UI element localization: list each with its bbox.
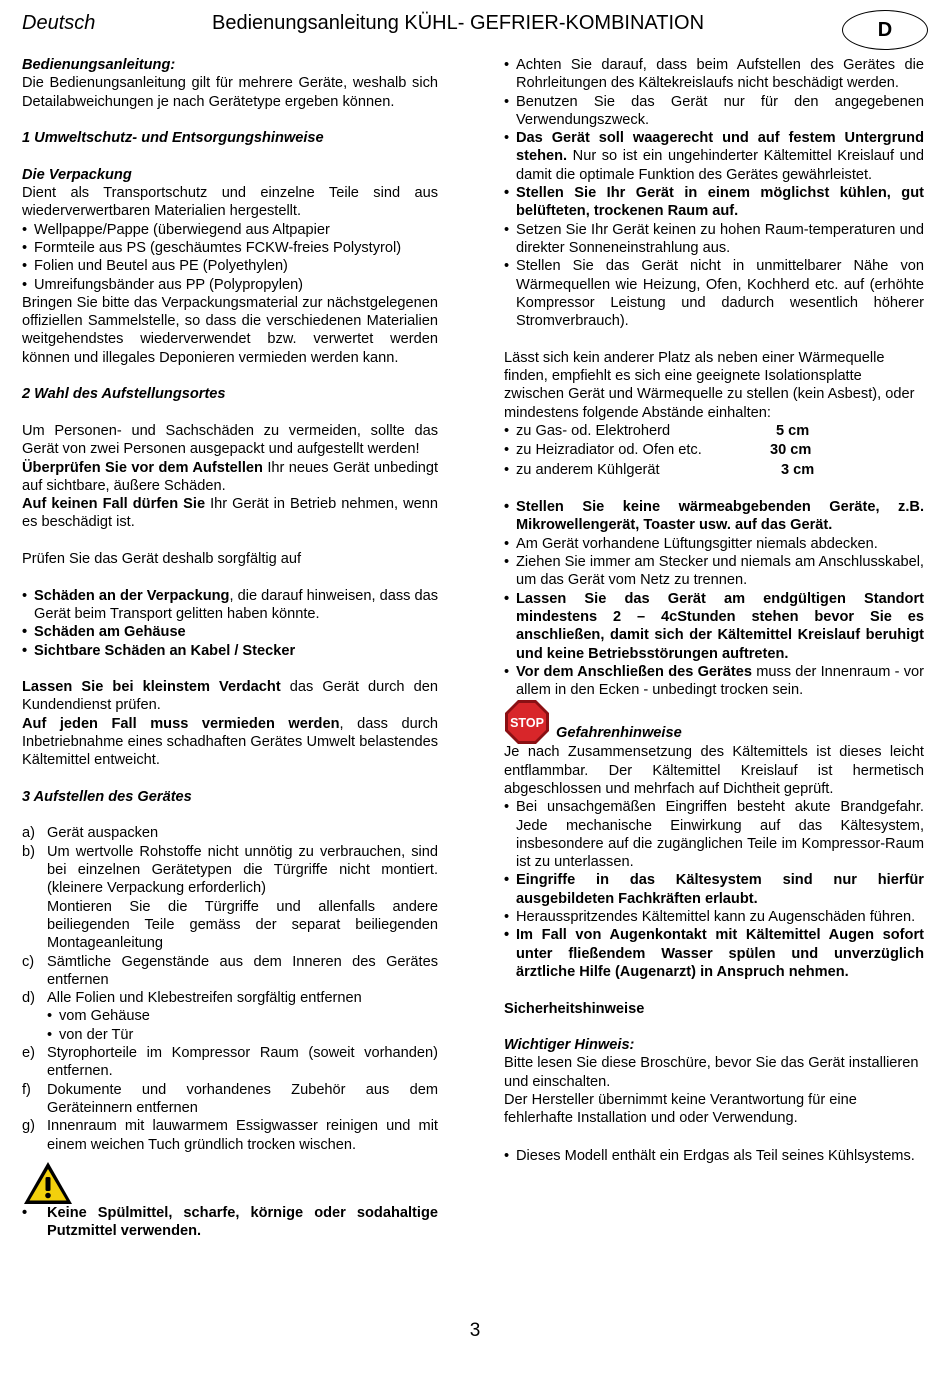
page-header [22,10,928,48]
list-item: • Am Gerät vorhandene Lüftungsgitter niemals abdecken. [504,535,924,553]
list-item: • von der Tür [22,1026,438,1044]
important-heading: Wichtiger Hinweis: [504,1037,635,1054]
left-column [22,56,438,1240]
list-item: • Lassen Sie das Gerät am endgültigen Standort mindestens 2 – 4cStunden stehen bevor Sie es anschließen, damit sich der Kältemittel Kreislauf beruhigt und keine Betriebsstörungen auftreten. [504,590,924,663]
list-item: • Umreifungsbänder aus PP (Polypropylen) [22,276,438,294]
list-item: • Ziehen Sie immer am Stecker und niemals am Anschlusskabel, um das Gerät vom Netz zu trennen. [504,553,924,590]
language-label: Deutsch [22,12,96,34]
svg-text:STOP: STOP [510,716,544,731]
recycling-text: Bringen Sie bitte das Verpackungsmaterial zur nächstgelegenen offiziellen Sammelstelle, so dass die verschiedenen Materialien weitgehendstes wiederverwendet bzw. verwertet werden können und illegales Deponieren vermieden werden kann. [22,294,438,366]
warning-text: • Keine Spülmittel, scharfe, körnige oder sodahaltige Putzmittel verwenden. [22,1204,438,1241]
list-item: • Wellpappe/Pappe (überwiegend aus Altpapier [22,221,438,239]
list-item: • Sichtbare Schäden an Kabel / Stecker [22,642,438,660]
country-badge: D [842,10,928,50]
two-persons-text: Um Personen- und Sachschäden zu vermeiden, sollte das Gerät von zwei Personen ausgepackt und aufgestellt werden! [22,422,438,458]
step-f: f) Dokumente und vorhandenes Zubehör aus dem Geräteinnern entfernen [22,1081,438,1116]
section-2-heading: 2 Wahl des Aufstellungsortes [22,386,226,403]
packaging-text: Dient als Transportschutz und einzelne Teile sind aus wiederverwertbaren Materialien hergestellt. [22,185,438,220]
distance-item: • zu anderem Kühlgerät 3 cm [504,461,924,480]
list-item: • Schäden an der Verpackung, die darauf hinweisen, dass das Gerät beim Transport gelitten haben könnte. [22,587,438,624]
list-item: • Stellen Sie Ihr Gerät in einem möglichst kühlen, gut belüfteten, trockenen Raum auf. [504,184,924,221]
list-item: • Im Fall von Augenkontakt mit Kältemittel Augen sofort unter fließendem Wasser spülen und unverzüglich ärztliche Hilfe (Augenarzt) in Anspruch nehmen. [504,926,924,981]
danger-heading: Gefahrenhinweise [556,725,682,742]
list-item: • Benutzen Sie das Gerät nur für den angegebenen Verwendungszweck. [504,93,924,130]
list-item: • vom Gehäuse [22,1007,438,1025]
list-item: • Eingriffe in das Kältesystem sind nur hierfür ausgebildeten Fachkräften erlaubt. [504,871,924,908]
step-g: g) Innenraum mit lauwarmem Essigwasser reinigen und mit einem weichen Tuch gründlich trocken wischen. [22,1118,438,1153]
check-careful-text: Prüfen Sie das Gerät deshalb sorgfältig auf [22,551,302,568]
never-paragraph: Auf keinen Fall dürfen Sie Ihr Gerät in Betrieb nehmen, wenn es beschädigt ist. [22,496,438,531]
list-item: • Bei unsachgemäßen Eingriffen besteht akute Brandgefahr. Jede mechanische Einwirkung auf das Kältesystem, insbesondere auf die zugänglichen Teile im Kompressor-Raum ist zu unterlassen. [504,798,924,871]
intro-heading: Bedienungsanleitung: [22,57,176,73]
avoid-paragraph: Auf jeden Fall muss vermieden werden, dass durch Inbetriebnahme eines schadhaften Gerätes Umwelt belastendes Kältemittel entweicht. [22,715,438,769]
list-item: • Das Gerät soll waagerecht und auf festem Untergrund stehen. Nur so ist ein ungehinderter Kältemittel Kreislauf und damit die optimale Funktion des Gerätes gewährleistet. [504,129,924,184]
warning-icon-row [22,1160,438,1204]
list-item: • Dieses Modell enthält ein Erdgas als Teil seines Kühlsystems. [504,1146,924,1166]
safety-heading: Sicherheitshinweise [504,1000,645,1017]
list-item: • Vor dem Anschließen des Gerätes muss der Innenraum - vor allem in den Ecken - unbedingt trocken sein. [504,663,924,700]
warning-triangle-icon [22,1160,74,1206]
step-c: c) Sämtliche Gegenstände aus dem Inneren des Gerätes entfernen [22,953,438,988]
list-item: • Formteile aus PS (geschäumtes FCKW-freies Polystyrol) [22,239,438,257]
page-number: 3 [469,1320,481,1341]
important-text: Bitte lesen Sie diese Broschüre, bevor Sie das Gerät installieren und einschalten. [504,1055,919,1090]
intro-text: Die Bedienungsanleitung gilt für mehrere Geräte, weshalb sich Detailabweichungen je nach Gerätetype ergeben können. [22,75,438,110]
page-title: Bedienungsanleitung KÜHL- GEFRIER-KOMBINATION [212,12,705,34]
list-item: • Stellen Sie das Gerät nicht in unmittelbarer Nähe von Wärmequellen wie Heizung, Ofen, Kochherd etc. auf (erhöhte Kompressor Leistung und dadurch wesentlich höherer Stromverbrauch). [504,257,924,330]
list-item: • Achten Sie darauf, dass beim Aufstellen des Gerätes die Rohrleitungen des Kältekreislaufs nicht beschädigt werden. [504,56,924,93]
step-b-continued: Montieren Sie die Türgriffe und allenfalls andere beiliegenden Teile gemäss der separat beiliegenden Montageanleitung [47,898,438,952]
step-e: e) Styrophorteile im Kompressor Raum (soweit vorhanden) entfernen. [22,1045,438,1080]
step-b: b) Um wertvolle Rohstoffe nicht unnötig zu verbrauchen, sind bei einzelnen Gerätetypen die Türgriffe nicht montiert. (kleinere Verpackung erforderlich) [22,843,438,897]
distance-item: • zu Heizradiator od. Ofen etc. 30 cm [504,441,924,460]
distance-item: • zu Gas- od. Elektroherd 5 cm [504,422,924,441]
packaging-heading: Die Verpackung [22,166,132,183]
list-item: • Schäden am Gehäuse [22,623,438,641]
check-paragraph: Überprüfen Sie vor dem Aufstellen Ihr neues Gerät unbedingt auf sichtbare, äußere Schäden. [22,459,438,494]
suspicion-paragraph: Lassen Sie bei kleinstem Verdacht das Gerät durch den Kundendienst prüfen. [22,679,438,714]
step-a: a) Gerät auspacken [22,825,159,842]
list-item: • Herausspritzendes Kältemittel kann zu Augenschäden führen. [504,908,924,926]
right-column [504,56,924,1166]
section-3-heading: 3 Aufstellen des Gerätes [22,788,192,805]
list-item: • Setzen Sie Ihr Gerät keinen zu hohen Raum-temperaturen und direkter Sonneneinstrahlung aus. [504,221,924,258]
section-1-heading: 1 Umweltschutz- und Entsorgungshinweise [22,130,324,147]
step-d: d) Alle Folien und Klebestreifen sorgfältig entfernen [22,990,362,1007]
heat-source-text: Lässt sich kein anderer Platz als neben einer Wärmequelle finden, empfiehlt es sich eine geeignete Isolationsplatte zwischen Gerät und Wärmequelle zu stellen (kein Asbest), oder mindestens folgende Abstände einhalten: [504,349,915,421]
list-item: • Folien und Beutel aus PE (Polyethylen) [22,257,438,275]
liability-text: Der Hersteller übernimmt keine Verantwortung für eine fehlerhafte Installation und oder Verwendung. [504,1092,857,1127]
list-item: • Stellen Sie keine wärmeabgebenden Geräte, z.B. Mikrowellengerät, Toaster usw. auf das Gerät. [504,498,924,535]
stop-sign-icon [504,699,550,745]
danger-text: Je nach Zusammensetzung des Kältemittels ist dieses leicht entflammbar. Der Kältemittel Kreislauf ist hermetisch abgeschlossen und mehrfach auf Dichtheit geprüft. [504,744,924,797]
danger-heading-row [504,699,924,743]
